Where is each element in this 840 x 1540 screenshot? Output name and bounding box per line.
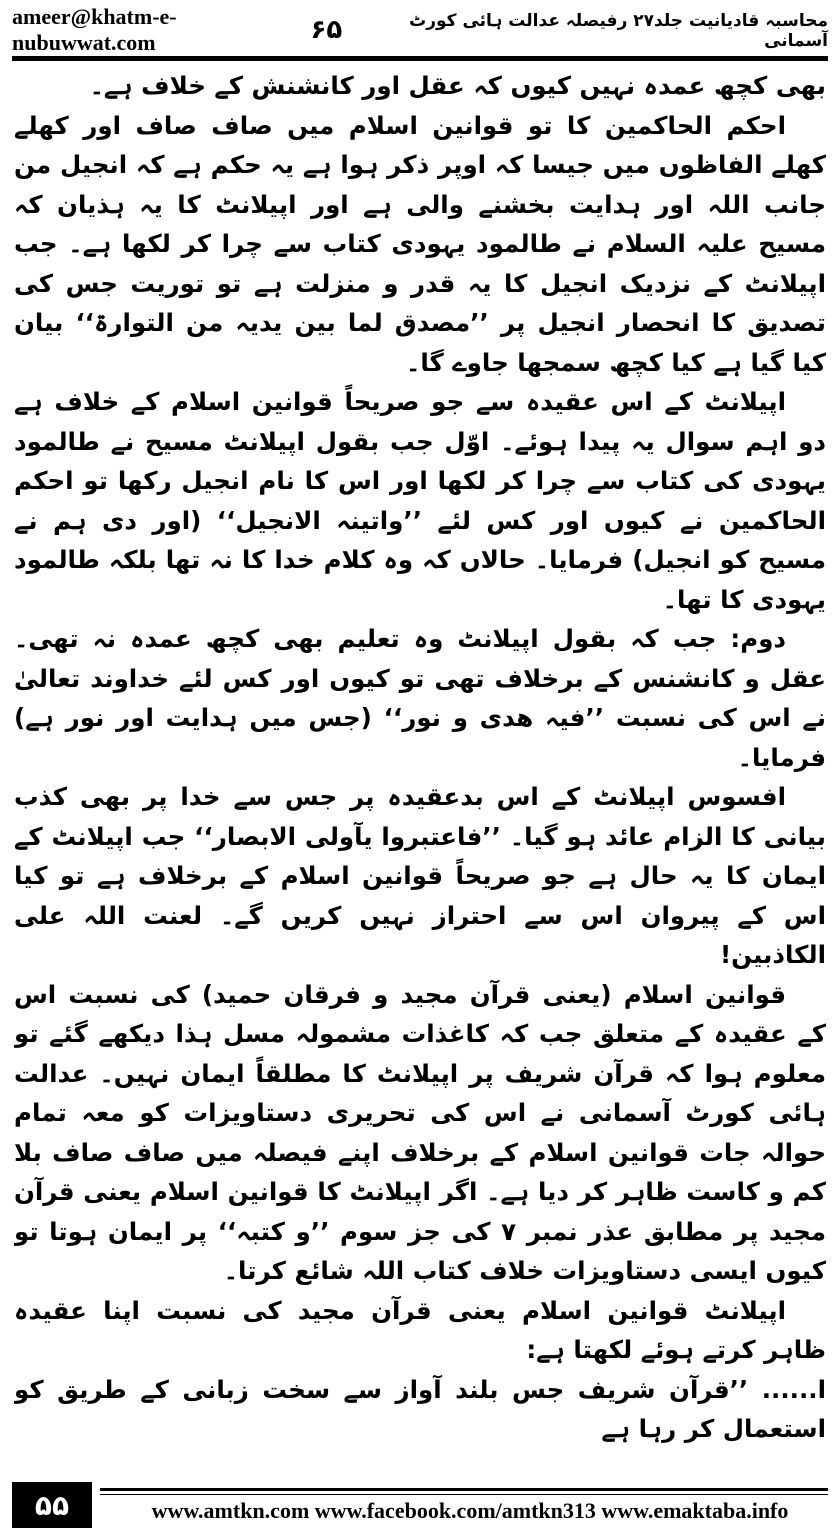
footer-rule-thin [100, 1494, 828, 1495]
body-text [14, 66, 826, 1466]
header-page-number: ۶۵ [310, 15, 343, 45]
page-header [12, 4, 828, 55]
paragraph-7: اپیلانٹ قوانین اسلام یعنی قرآن مجید کی نسبت اپنا عقیدہ ظاہر کرتے ہوئے لکھتا ہے: [14, 1295, 826, 1364]
book-title: محاسبہ قادیانیت جلد۲۷ رفیصلہ عدالت ہائی کورٹ آسمانی [409, 10, 828, 51]
header-right [310, 10, 828, 51]
paragraph-6: قوانین اسلام (یعنی قرآن مجید و فرقان حمید) کی نسبت اس کے عقیدہ کے متعلق جب کہ کاغذات مشمولہ مسل ہذا دیکھے گئے تو معلوم ہوا کہ قرآن شریف پر اپیلانٹ کا مطلقاً ایمان نہیں۔ عدالت ہائی کورٹ آسمانی نے اس کی تحریری دستاویزات کو معہ تمام حوالہ جات قوانین اسلام کے برخلاف اپنے فیصلہ میں صاف صاف بلا کم و کاست ظاہر کر دیا ہے۔ اگر اپیلانٹ کا قوانین اسلام یعنی قرآن مجید پر مطابق عذر نمبر ۷ کی جز سوم ’’و کتبہ‘‘ پر ایمان ہوتا تو کیوں ایسی دستاویزات خلاف کتاب اللہ شائع کرتا۔ [14, 979, 826, 1285]
header-email: ameer@khatm-e-nubuwwat.com [12, 4, 177, 55]
header-rule [12, 56, 828, 61]
paragraph-2: احکم الحاکمین کا تو قوانین اسلام میں صاف صاف اور کھلے کھلے الفاظوں میں جیسا کہ اوپر ذکر ہوا ہے یہ حکم ہے کہ انجیل من جانب اللہ اور ہدایت بخشنے والی ہے اور اپیلانٹ کا یہ ہذیان کہ مسیح علیہ السلام نے طالمود یہودی کتاب سے چرا کر لکھا ہے۔ جب اپیلانٹ کے نزدیک انجیل کا یہ قدر و منزلت ہے تو توریت جس کی تصدیق کا انحصار انجیل پر ’’مصدق لما بین یدیہ من التوارۃ‘‘ بیان کیا گیا ہے کیا کچھ سمجھا جاوے گا۔ [14, 110, 826, 377]
footer-page-number: ۵۵ [12, 1482, 92, 1528]
footer-rule [100, 1488, 828, 1491]
page-footer [12, 1482, 828, 1534]
paragraph-3: اپیلانٹ کے اس عقیدہ سے جو صریحاً قوانین اسلام کے خلاف ہے دو اہم سوال یہ پیدا ہوئے۔ اوّل جب بقول اپیلانٹ مسیح نے طالمود یہودی کی کتاب سے چرا کر لکھا اور اس کا نام انجیل رکھا تو احکم الحاکمین نے کیوں اور کس لئے ’’واتینہ الانجیل‘‘ (اور دی ہم نے مسیح کو انجیل) فرمایا۔ حالاں کہ وہ کلام خدا کا نہ تھا بلکہ طالمود یہودی کا تھا۔ [14, 387, 826, 614]
paragraph-8: ا...... ’’قرآن شریف جس بلند آواز سے سخت زبانی کے طریق کو استعمال کر رہا ہے [14, 1374, 826, 1443]
paragraph-5: افسوس اپیلانٹ کے اس بدعقیدہ پر جس سے خدا پر بھی کذب بیانی کا الزام عائد ہو گیا۔ ’’فاعتبروا یآولی الابصار‘‘ جب اپیلانٹ کے ایمان کا یہ حال ہے جو صریحاً قوانین اسلام کے برخلاف ہے تو کیا اس کے پیروان اس سے احتراز نہیں کریں گے۔ لعنت اللہ علی الکاذبین! [14, 782, 826, 969]
footer-links: www.amtkn.com www.facebook.com/amtkn313 www.emaktaba.info [151, 1498, 789, 1523]
paragraph-4: دوم: جب کہ بقول اپیلانٹ وہ تعلیم بھی کچھ عمدہ نہ تھی۔ عقل و کانشنس کے برخلاف تھی تو کیوں اور کس لئے خداوند تعالیٰ نے اس کی نسبت ’’فیہ ھدی و نور‘‘ (جس میں ہدایت اور نور ہے) فرمایا۔ [14, 624, 826, 772]
paragraph-1: بھی کچھ عمدہ نہیں کیوں کہ عقل اور کانشنش کے خلاف ہے۔ [89, 71, 826, 100]
